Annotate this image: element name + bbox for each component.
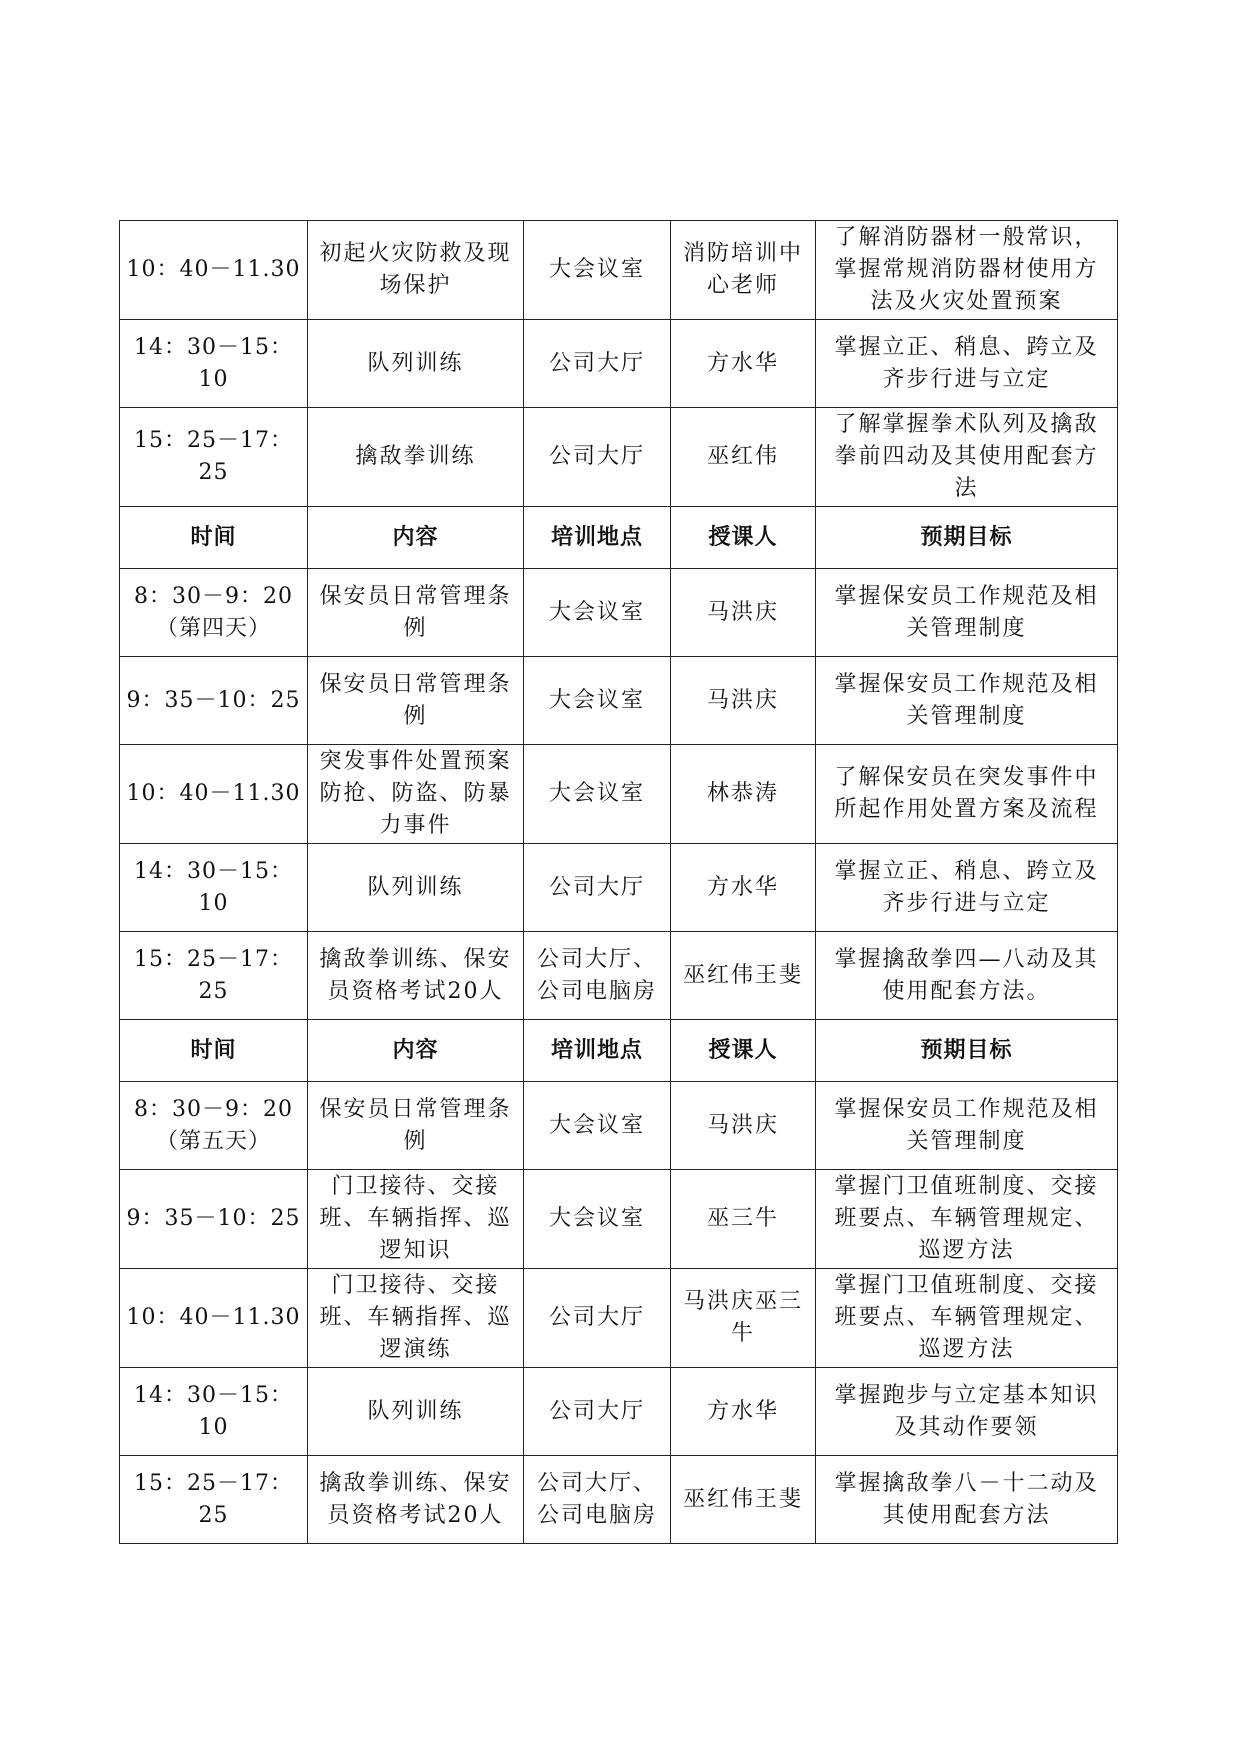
location-text: 大会议室 <box>548 1206 645 1231</box>
time-range: 15：25－17：25 <box>134 428 293 485</box>
time-cell <box>120 1170 308 1269</box>
goal-cell <box>816 745 1118 844</box>
location-text: 大会议室 <box>548 687 645 713</box>
content-cell <box>308 1082 524 1170</box>
instructor-text: 巫红伟 <box>706 444 779 469</box>
goal-cell <box>816 1368 1118 1456</box>
time-range: 10：40－11.30 <box>126 257 301 282</box>
location-cell <box>524 745 671 844</box>
time-range: 9：35－10：25 <box>126 687 301 713</box>
content-text: 队列训练 <box>367 1398 464 1424</box>
instructor-cell <box>671 844 816 932</box>
time-range: 9：35－10：25 <box>126 1206 301 1231</box>
goal-text: 掌握擒敌拳八－十二动及其使用配套方法 <box>834 1470 1099 1528</box>
content-text: 队列训练 <box>367 350 464 376</box>
time-cell <box>120 1456 308 1544</box>
table-row <box>120 1082 1118 1170</box>
goal-cell <box>816 1082 1118 1170</box>
location-cell <box>524 1082 671 1170</box>
instructor-cell <box>671 221 816 320</box>
time-range: 15：25－17：25 <box>134 1470 293 1528</box>
time-range: 8：30－9：20 <box>134 583 293 609</box>
time-cell <box>120 408 308 507</box>
instructor-text: 林恭涛 <box>706 781 779 806</box>
header-cell-location: 培训地点 <box>524 1020 671 1082</box>
goal-cell <box>816 320 1118 408</box>
training-schedule-table <box>119 220 1118 1544</box>
instructor-text: 马洪庆 <box>706 687 779 713</box>
table-row <box>120 408 1118 507</box>
content-cell <box>308 408 524 507</box>
location-text: 大会议室 <box>548 599 645 625</box>
instructor-cell <box>671 745 816 844</box>
content-text: 突发事件处置预案防抢、防盗、防暴力事件 <box>319 749 512 838</box>
location-text: 大会议室 <box>548 781 645 806</box>
time-cell <box>120 657 308 745</box>
header-cell-time: 时间 <box>120 507 308 569</box>
time-cell <box>120 1368 308 1456</box>
table-row <box>120 745 1118 844</box>
goal-text: 掌握擒敌拳四—八动及其使用配套方法。 <box>834 946 1099 1004</box>
time-range: 15：25－17：25 <box>134 946 293 1004</box>
header-cell-content: 内容 <box>308 507 524 569</box>
location-cell <box>524 657 671 745</box>
location-cell <box>524 1170 671 1269</box>
goal-cell <box>816 657 1118 745</box>
header-cell-instructor: 授课人 <box>671 507 816 569</box>
goal-text: 了解掌握拳术队列及擒敌拳前四动及其使用配套方法 <box>834 412 1099 501</box>
instructor-text: 方水华 <box>706 350 779 376</box>
content-text: 擒敌拳训练、保安员资格考试20人 <box>319 1470 512 1528</box>
content-cell <box>308 320 524 408</box>
goal-text: 掌握保安员工作规范及相关管理制度 <box>834 1096 1099 1154</box>
time-cell <box>120 221 308 320</box>
time-cell <box>120 320 308 408</box>
content-text: 门卫接待、交接班、车辆指挥、巡逻演练 <box>319 1273 512 1362</box>
content-text: 保安员日常管理条例 <box>319 671 512 729</box>
instructor-cell <box>671 569 816 657</box>
time-cell <box>120 745 308 844</box>
content-cell <box>308 1368 524 1456</box>
goal-text: 了解保安员在突发事件中所起作用处置方案及流程 <box>834 765 1099 822</box>
instructor-text: 方水华 <box>706 874 779 900</box>
content-text: 初起火灾防救及现场保护 <box>319 241 512 298</box>
header-cell-goal: 预期目标 <box>816 1020 1118 1082</box>
instructor-cell <box>671 408 816 507</box>
content-cell <box>308 745 524 844</box>
instructor-cell <box>671 1456 816 1544</box>
location-text: 公司大厅 <box>548 350 645 376</box>
content-cell <box>308 932 524 1020</box>
goal-text: 了解消防器材一般常识，掌握常规消防器材使用方法及火灾处置预案 <box>834 225 1099 314</box>
instructor-text: 方水华 <box>706 1398 779 1424</box>
table-row <box>120 221 1118 320</box>
table-row <box>120 1368 1118 1456</box>
content-text: 保安员日常管理条例 <box>319 1096 512 1154</box>
goal-text: 掌握保安员工作规范及相关管理制度 <box>834 583 1099 641</box>
header-cell-location: 培训地点 <box>524 507 671 569</box>
instructor-cell <box>671 1170 816 1269</box>
time-cell <box>120 1269 308 1368</box>
table-row <box>120 932 1118 1020</box>
day-label: （第五天） <box>155 1128 271 1154</box>
goal-cell <box>816 1456 1118 1544</box>
location-text: 大会议室 <box>548 257 645 282</box>
content-cell <box>308 1170 524 1269</box>
content-text: 保安员日常管理条例 <box>319 583 512 641</box>
goal-cell <box>816 408 1118 507</box>
header-cell-content: 内容 <box>308 1020 524 1082</box>
time-cell <box>120 569 308 657</box>
content-text: 门卫接待、交接班、车辆指挥、巡逻知识 <box>319 1174 512 1263</box>
instructor-text: 马洪庆 <box>706 1112 779 1138</box>
location-cell <box>524 221 671 320</box>
instructor-text: 巫红伟王斐 <box>682 1486 803 1512</box>
location-text: 公司大厅、公司电脑房 <box>536 946 657 1004</box>
time-range: 10：40－11.30 <box>126 1305 301 1330</box>
instructor-cell <box>671 1269 816 1368</box>
location-cell <box>524 569 671 657</box>
location-text: 公司大厅 <box>548 1305 645 1330</box>
goal-cell <box>816 569 1118 657</box>
table-header-row <box>120 1020 1118 1082</box>
content-cell <box>308 657 524 745</box>
instructor-text: 巫红伟王斐 <box>682 962 803 988</box>
header-cell-instructor: 授课人 <box>671 1020 816 1082</box>
instructor-cell <box>671 1368 816 1456</box>
time-range: 14：30－15：10 <box>134 334 293 392</box>
location-text: 公司大厅 <box>548 1398 645 1424</box>
time-cell <box>120 1082 308 1170</box>
goal-text: 掌握跑步与立定基本知识及其动作要领 <box>834 1382 1099 1440</box>
goal-text: 掌握立正、稍息、跨立及齐步行进与立定 <box>834 858 1099 916</box>
time-cell <box>120 932 308 1020</box>
location-cell <box>524 844 671 932</box>
table-row <box>120 1170 1118 1269</box>
goal-cell <box>816 932 1118 1020</box>
instructor-text: 马洪庆 <box>706 599 779 625</box>
location-cell <box>524 932 671 1020</box>
time-cell <box>120 844 308 932</box>
table-row <box>120 657 1118 745</box>
table-row <box>120 1456 1118 1544</box>
location-cell <box>524 408 671 507</box>
location-cell <box>524 1269 671 1368</box>
table-row <box>120 320 1118 408</box>
goal-cell <box>816 1269 1118 1368</box>
instructor-cell <box>671 657 816 745</box>
goal-text: 掌握保安员工作规范及相关管理制度 <box>834 671 1099 729</box>
instructor-text: 巫三牛 <box>706 1206 779 1231</box>
location-text: 公司大厅、公司电脑房 <box>536 1470 657 1528</box>
content-text: 擒敌拳训练 <box>355 444 476 469</box>
table-row <box>120 569 1118 657</box>
instructor-cell <box>671 320 816 408</box>
header-cell-time: 时间 <box>120 1020 308 1082</box>
time-range: 10：40－11.30 <box>126 781 301 806</box>
content-cell <box>308 221 524 320</box>
location-text: 大会议室 <box>548 1112 645 1138</box>
time-range: 14：30－15：10 <box>134 858 293 916</box>
goal-text: 掌握门卫值班制度、交接班要点、车辆管理规定、巡逻方法 <box>834 1273 1099 1362</box>
goal-text: 掌握立正、稍息、跨立及齐步行进与立定 <box>834 334 1099 392</box>
location-text: 公司大厅 <box>548 444 645 469</box>
instructor-cell <box>671 1082 816 1170</box>
time-range: 8：30－9：20 <box>134 1096 293 1122</box>
content-cell <box>308 1269 524 1368</box>
goal-cell <box>816 1170 1118 1269</box>
location-cell <box>524 1456 671 1544</box>
table-row <box>120 1269 1118 1368</box>
content-cell <box>308 844 524 932</box>
goal-text: 掌握门卫值班制度、交接班要点、车辆管理规定、巡逻方法 <box>834 1174 1099 1263</box>
instructor-cell <box>671 932 816 1020</box>
instructor-text: 消防培训中心老师 <box>682 241 803 298</box>
content-text: 擒敌拳训练、保安员资格考试20人 <box>319 946 512 1004</box>
time-range: 14：30－15：10 <box>134 1382 293 1440</box>
table-header-row <box>120 507 1118 569</box>
location-cell <box>524 320 671 408</box>
schedule-body <box>120 221 1118 1544</box>
location-text: 公司大厅 <box>548 874 645 900</box>
instructor-text: 马洪庆巫三牛 <box>682 1289 803 1346</box>
location-cell <box>524 1368 671 1456</box>
day-label: （第四天） <box>155 615 271 641</box>
goal-cell <box>816 844 1118 932</box>
header-cell-goal: 预期目标 <box>816 507 1118 569</box>
table-row <box>120 844 1118 932</box>
content-text: 队列训练 <box>367 874 464 900</box>
content-cell <box>308 569 524 657</box>
goal-cell <box>816 221 1118 320</box>
content-cell <box>308 1456 524 1544</box>
